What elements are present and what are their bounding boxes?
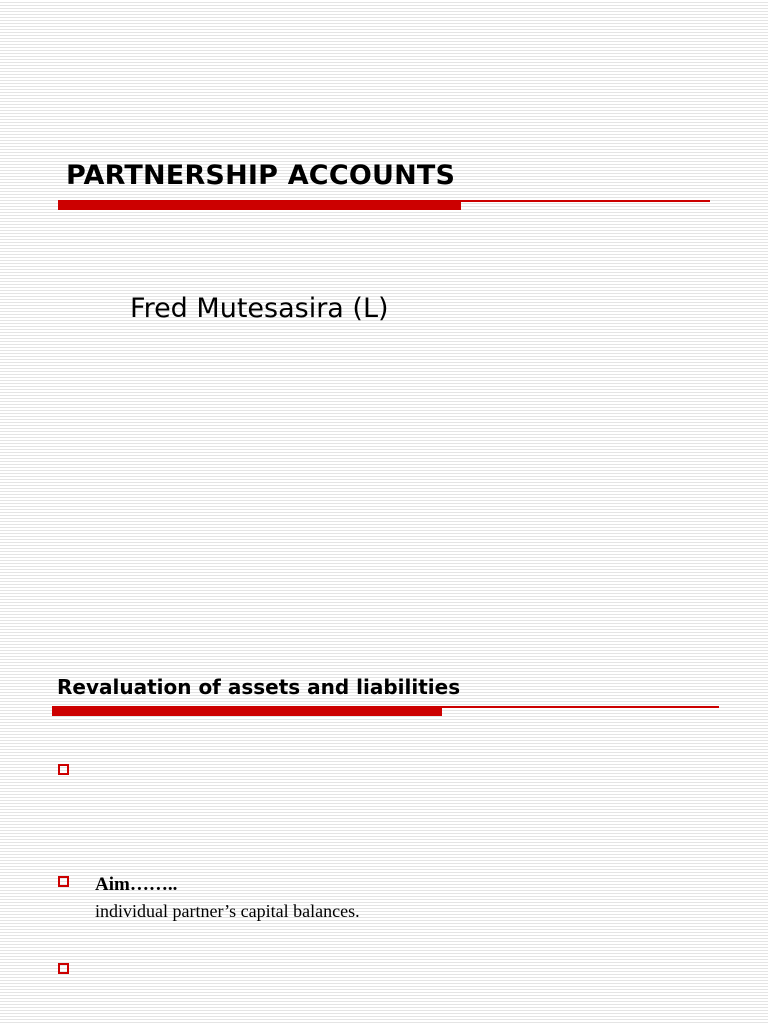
presenter-name: Fred Mutesasira (L) (130, 293, 389, 324)
bullet-item-aim (95, 871, 360, 925)
content-slide (0, 640, 768, 1024)
bullet-detail: individual partner’s capital balances. (95, 901, 360, 921)
bullet-square-icon (58, 876, 69, 887)
slide-title: PARTNERSHIP ACCOUNTS (66, 160, 456, 191)
heading-rule-thick (52, 707, 442, 716)
slide-heading: Revaluation of assets and liabilities (57, 675, 461, 699)
bullet-square-icon (58, 963, 69, 974)
title-rule-thick (58, 201, 461, 210)
bullet-square-icon (58, 764, 69, 775)
bullet-title: Aim…….. (95, 874, 178, 895)
